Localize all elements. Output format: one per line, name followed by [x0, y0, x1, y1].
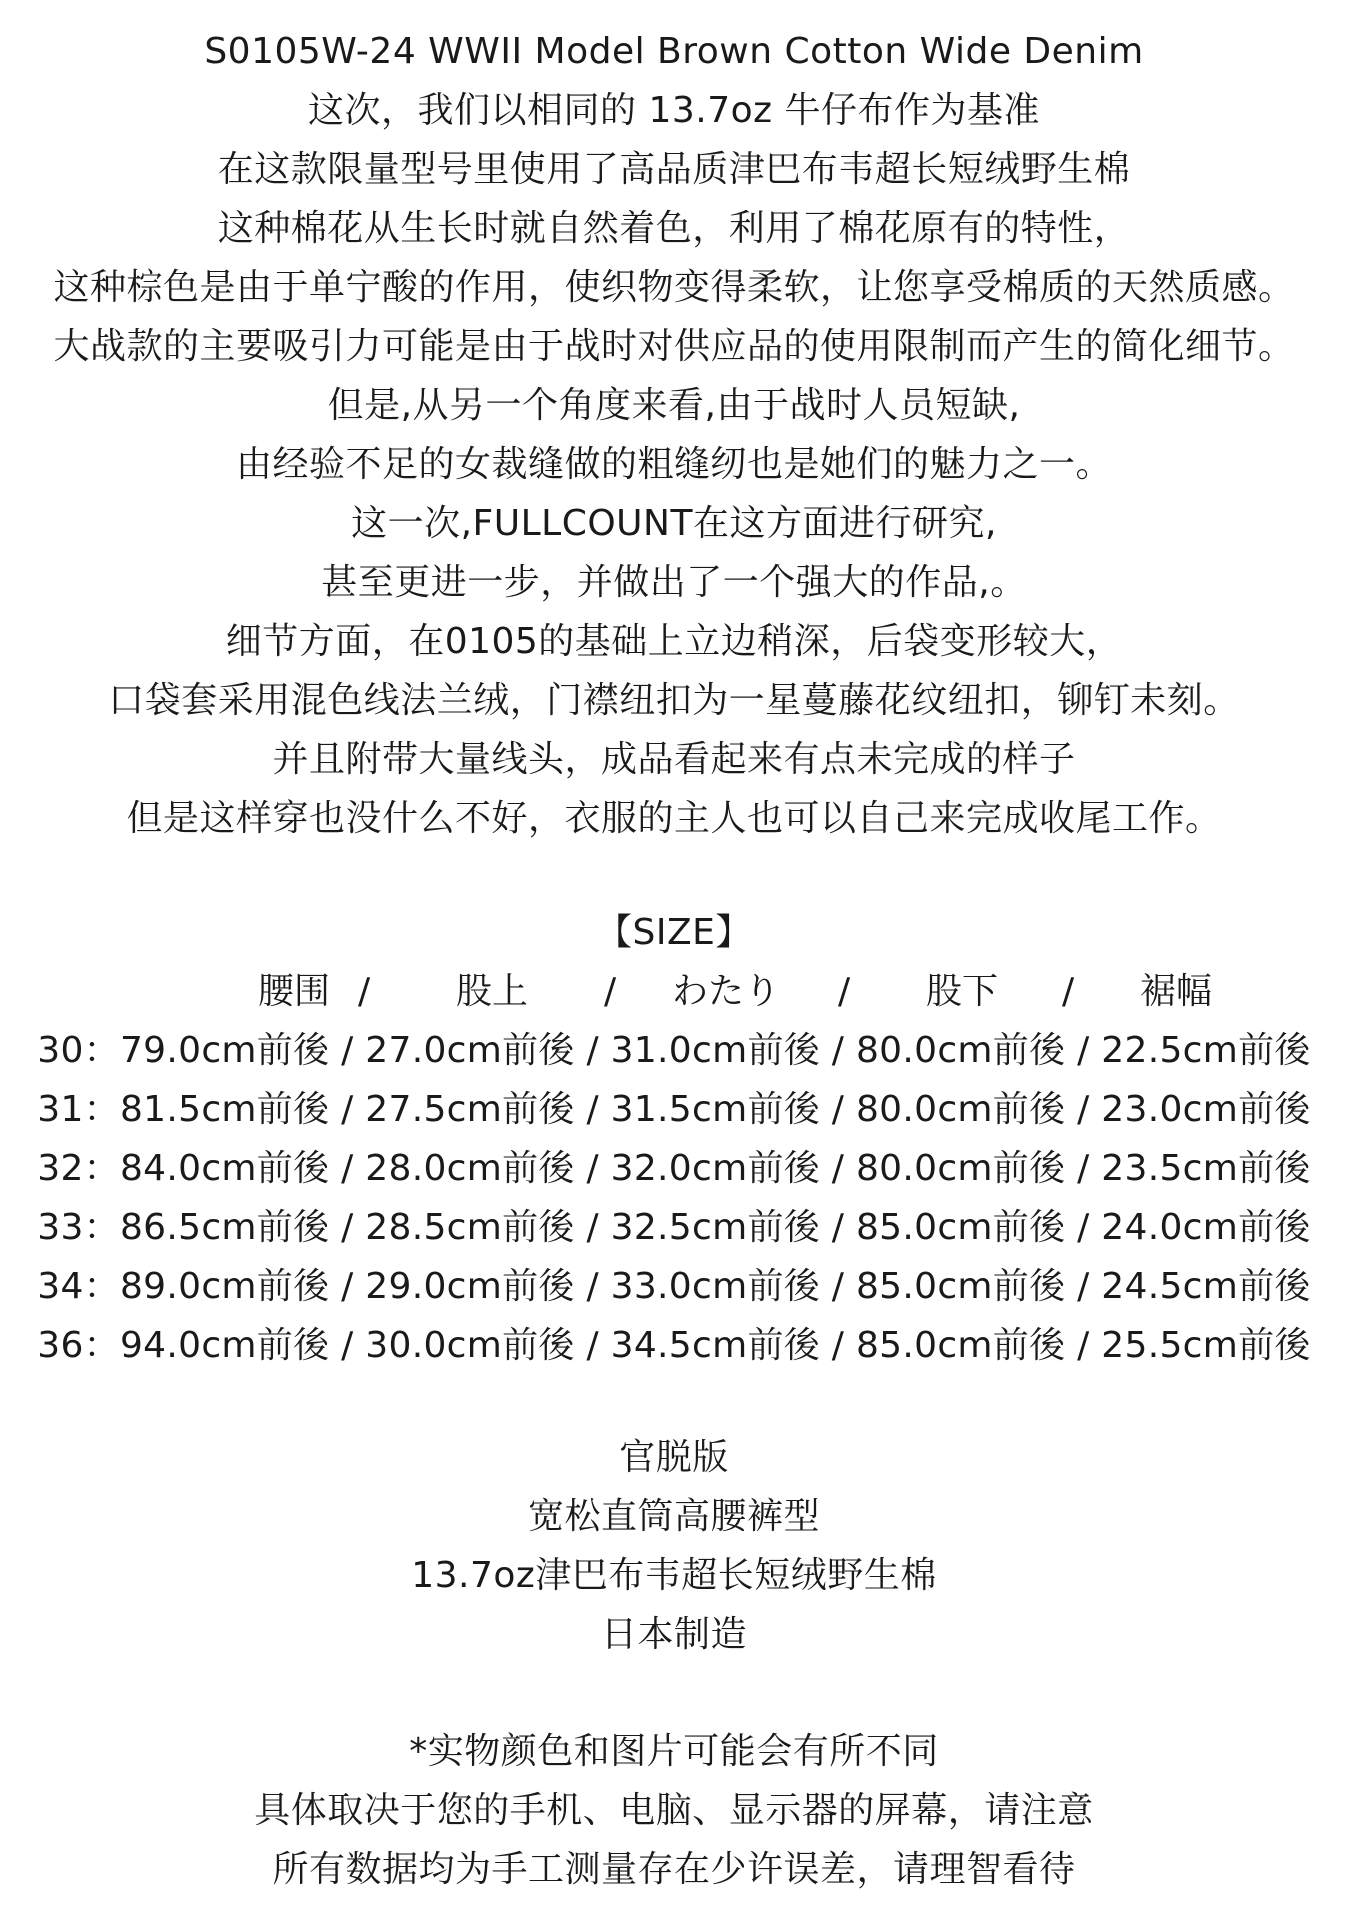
size-section [0, 903, 1348, 1375]
spec-line: 官脱版 [619, 1437, 729, 1478]
size-header-thigh: わたり [672, 971, 781, 1012]
spec-line: 13.7oz津巴布韦超长短绒野生棉 [411, 1555, 937, 1596]
size-header-inseam: 股下 [926, 971, 999, 1012]
intro-line: 这种棕色是由于单宁酸的作用，使织物变得柔软，让您享受棉质的天然质感。 [53, 267, 1295, 308]
size-header-hem: 裾幅 [1140, 971, 1213, 1012]
size-title: 【SIZE】 [596, 912, 752, 953]
size-row: 30：79.0cm前後 / 27.0cm前後 / 31.0cm前後 / 80.0cm前後 / 22.5cm前後 [37, 1030, 1311, 1071]
intro-line: 由经验不足的女裁缝做的粗缝纫也是她们的魅力之一。 [235, 444, 1112, 485]
product-title: S0105W-24 WWII Model Brown Cotton Wide Denim [204, 31, 1144, 72]
note-line: 所有数据均为手工测量存在少许误差，请理智看待 [272, 1849, 1076, 1890]
size-header-separator: / [838, 971, 851, 1012]
spec-section [0, 1428, 1348, 1664]
size-table-header [0, 962, 1348, 1021]
size-header-separator: / [358, 971, 371, 1012]
intro-line: 但是这样穿也没什么不好，衣服的主人也可以自己来完成收尾工作。 [126, 798, 1222, 839]
intro-line: 在这款限量型号里使用了高品质津巴布韦超长短绒野生棉 [217, 149, 1131, 190]
size-row: 32：84.0cm前後 / 28.0cm前後 / 32.0cm前後 / 80.0cm前後 / 23.5cm前後 [37, 1148, 1311, 1189]
intro-line: 这次，我们以相同的 13.7oz 牛仔布作为基准 [308, 90, 1040, 131]
intro-line: 这种棉花从生长时就自然着色，利用了棉花原有的特性， [217, 208, 1131, 249]
size-header-rise: 股上 [456, 971, 529, 1012]
size-row: 34：89.0cm前後 / 29.0cm前後 / 33.0cm前後 / 85.0cm前後 / 24.5cm前後 [37, 1266, 1311, 1307]
size-header-separator: / [604, 971, 617, 1012]
notes-section [0, 1722, 1348, 1899]
intro-section [0, 22, 1348, 848]
intro-line: 甚至更进一步，并做出了一个强大的作品,。 [321, 562, 1027, 603]
size-row: 36：94.0cm前後 / 30.0cm前後 / 34.5cm前後 / 85.0cm前後 / 25.5cm前後 [37, 1325, 1311, 1366]
size-header-separator: / [1062, 971, 1075, 1012]
note-line: 具体取决于您的手机、电脑、显示器的屏幕，请注意 [254, 1790, 1094, 1831]
intro-line: 并且附带大量线头，成品看起来有点未完成的样子 [272, 739, 1076, 780]
spec-line: 日本制造 [600, 1614, 747, 1655]
intro-line: 这一次,FULLCOUNT在这方面进行研究, [351, 503, 997, 544]
intro-line: 但是,从另一个角度来看,由于战时人员短缺, [327, 385, 1021, 426]
size-row: 31：81.5cm前後 / 27.5cm前後 / 31.5cm前後 / 80.0cm前後 / 23.0cm前後 [37, 1089, 1311, 1130]
intro-line: 口袋套采用混色线法兰绒，门襟纽扣为一星蔓藤花纹纽扣，铆钉未刻。 [108, 680, 1240, 721]
size-header-waist: 腰围 [258, 971, 331, 1012]
intro-line: 大战款的主要吸引力可能是由于战时对供应品的使用限制而产生的简化细节。 [53, 326, 1295, 367]
note-line: *实物颜色和图片可能会有所不同 [409, 1731, 939, 1772]
size-row: 33：86.5cm前後 / 28.5cm前後 / 32.5cm前後 / 85.0cm前後 / 24.0cm前後 [37, 1207, 1311, 1248]
spec-line: 宽松直筒高腰裤型 [527, 1496, 820, 1537]
intro-line: 细节方面，在0105的基础上立边稍深，后袋变形较大， [225, 621, 1123, 662]
